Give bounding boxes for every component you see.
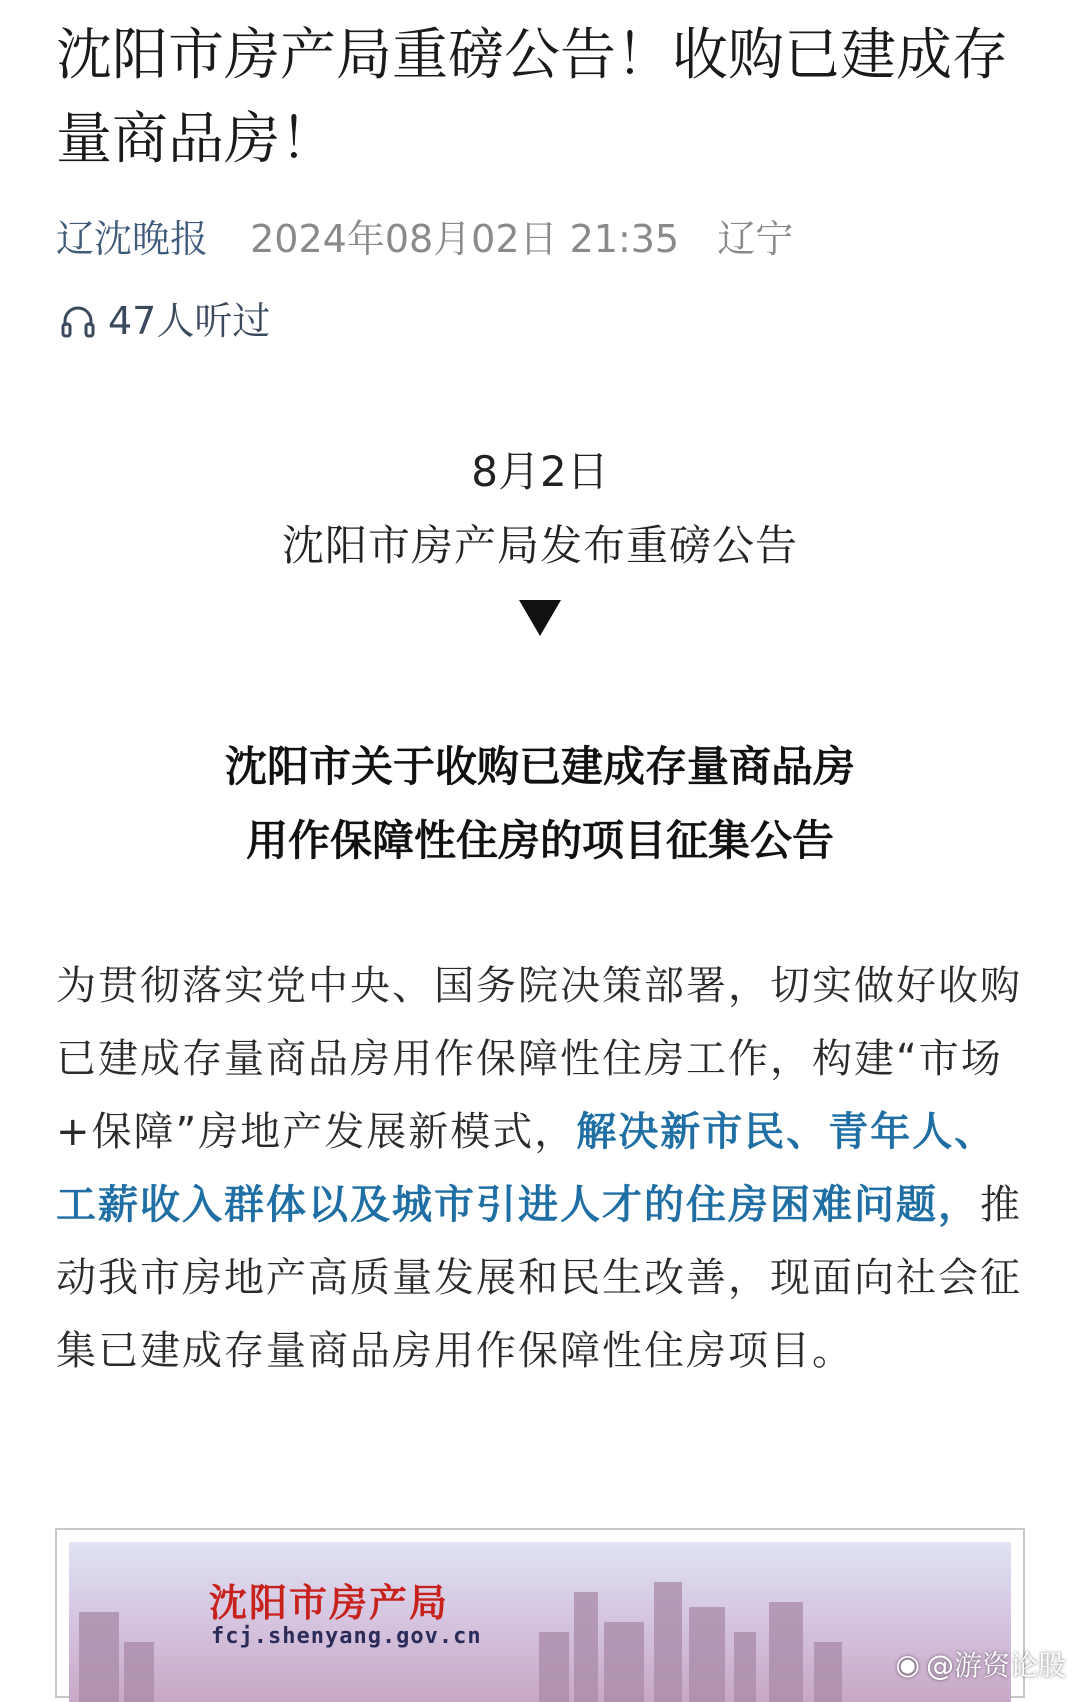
headphones-icon xyxy=(60,304,96,338)
body-paragraph xyxy=(56,950,1026,1388)
intro-subtitle: 沈阳市房产局发布重磅公告 xyxy=(281,521,798,570)
notice-title xyxy=(0,730,1080,878)
article-title: 沈阳市房产局重磅公告！收购已建成存量商品房！ xyxy=(56,23,1008,172)
banner-image[interactable] xyxy=(55,1528,1025,1698)
article-meta xyxy=(56,212,793,266)
watermark xyxy=(896,1644,1066,1684)
down-triangle-icon xyxy=(519,600,561,636)
weibo-icon: ◉ xyxy=(895,1647,920,1681)
article-datetime: 2024年08月02日 21:35 xyxy=(250,217,680,261)
listen-count: 47人听过 xyxy=(108,299,271,343)
banner-title: 沈阳市房产局 xyxy=(209,1581,450,1625)
banner-cityscape xyxy=(69,1542,1011,1702)
body-text-part2: 推动我市房地产高质量发展和民生改善，现面向社会征集已建成存量商品房用作保障性住房项目。 xyxy=(56,1182,1022,1374)
article-location: 辽宁 xyxy=(717,217,794,261)
article-source[interactable]: 辽沈晚报 xyxy=(56,217,209,261)
watermark-text: @游资论股 xyxy=(925,1649,1066,1682)
listen-count-row[interactable] xyxy=(60,294,270,348)
intro-date: 8月2日 xyxy=(471,447,609,496)
notice-title-line2: 用作保障性住房的项目征集公告 xyxy=(245,816,834,865)
body-text-part1: 为贯彻落实党中央、国务院决策部署，切实做好收购已建成存量商品房用作保障性住房工作，构建“市场+保障”房地产发展新模式， xyxy=(56,963,1022,1155)
notice-title-line1: 沈阳市关于收购已建成存量商品房 xyxy=(224,742,855,791)
banner-url: fcj.shenyang.gov.cn xyxy=(211,1624,482,1649)
body-highlight: 解决新市民、青年人、工薪收入群体以及城市引进人才的住房困难问题， xyxy=(56,1109,997,1228)
